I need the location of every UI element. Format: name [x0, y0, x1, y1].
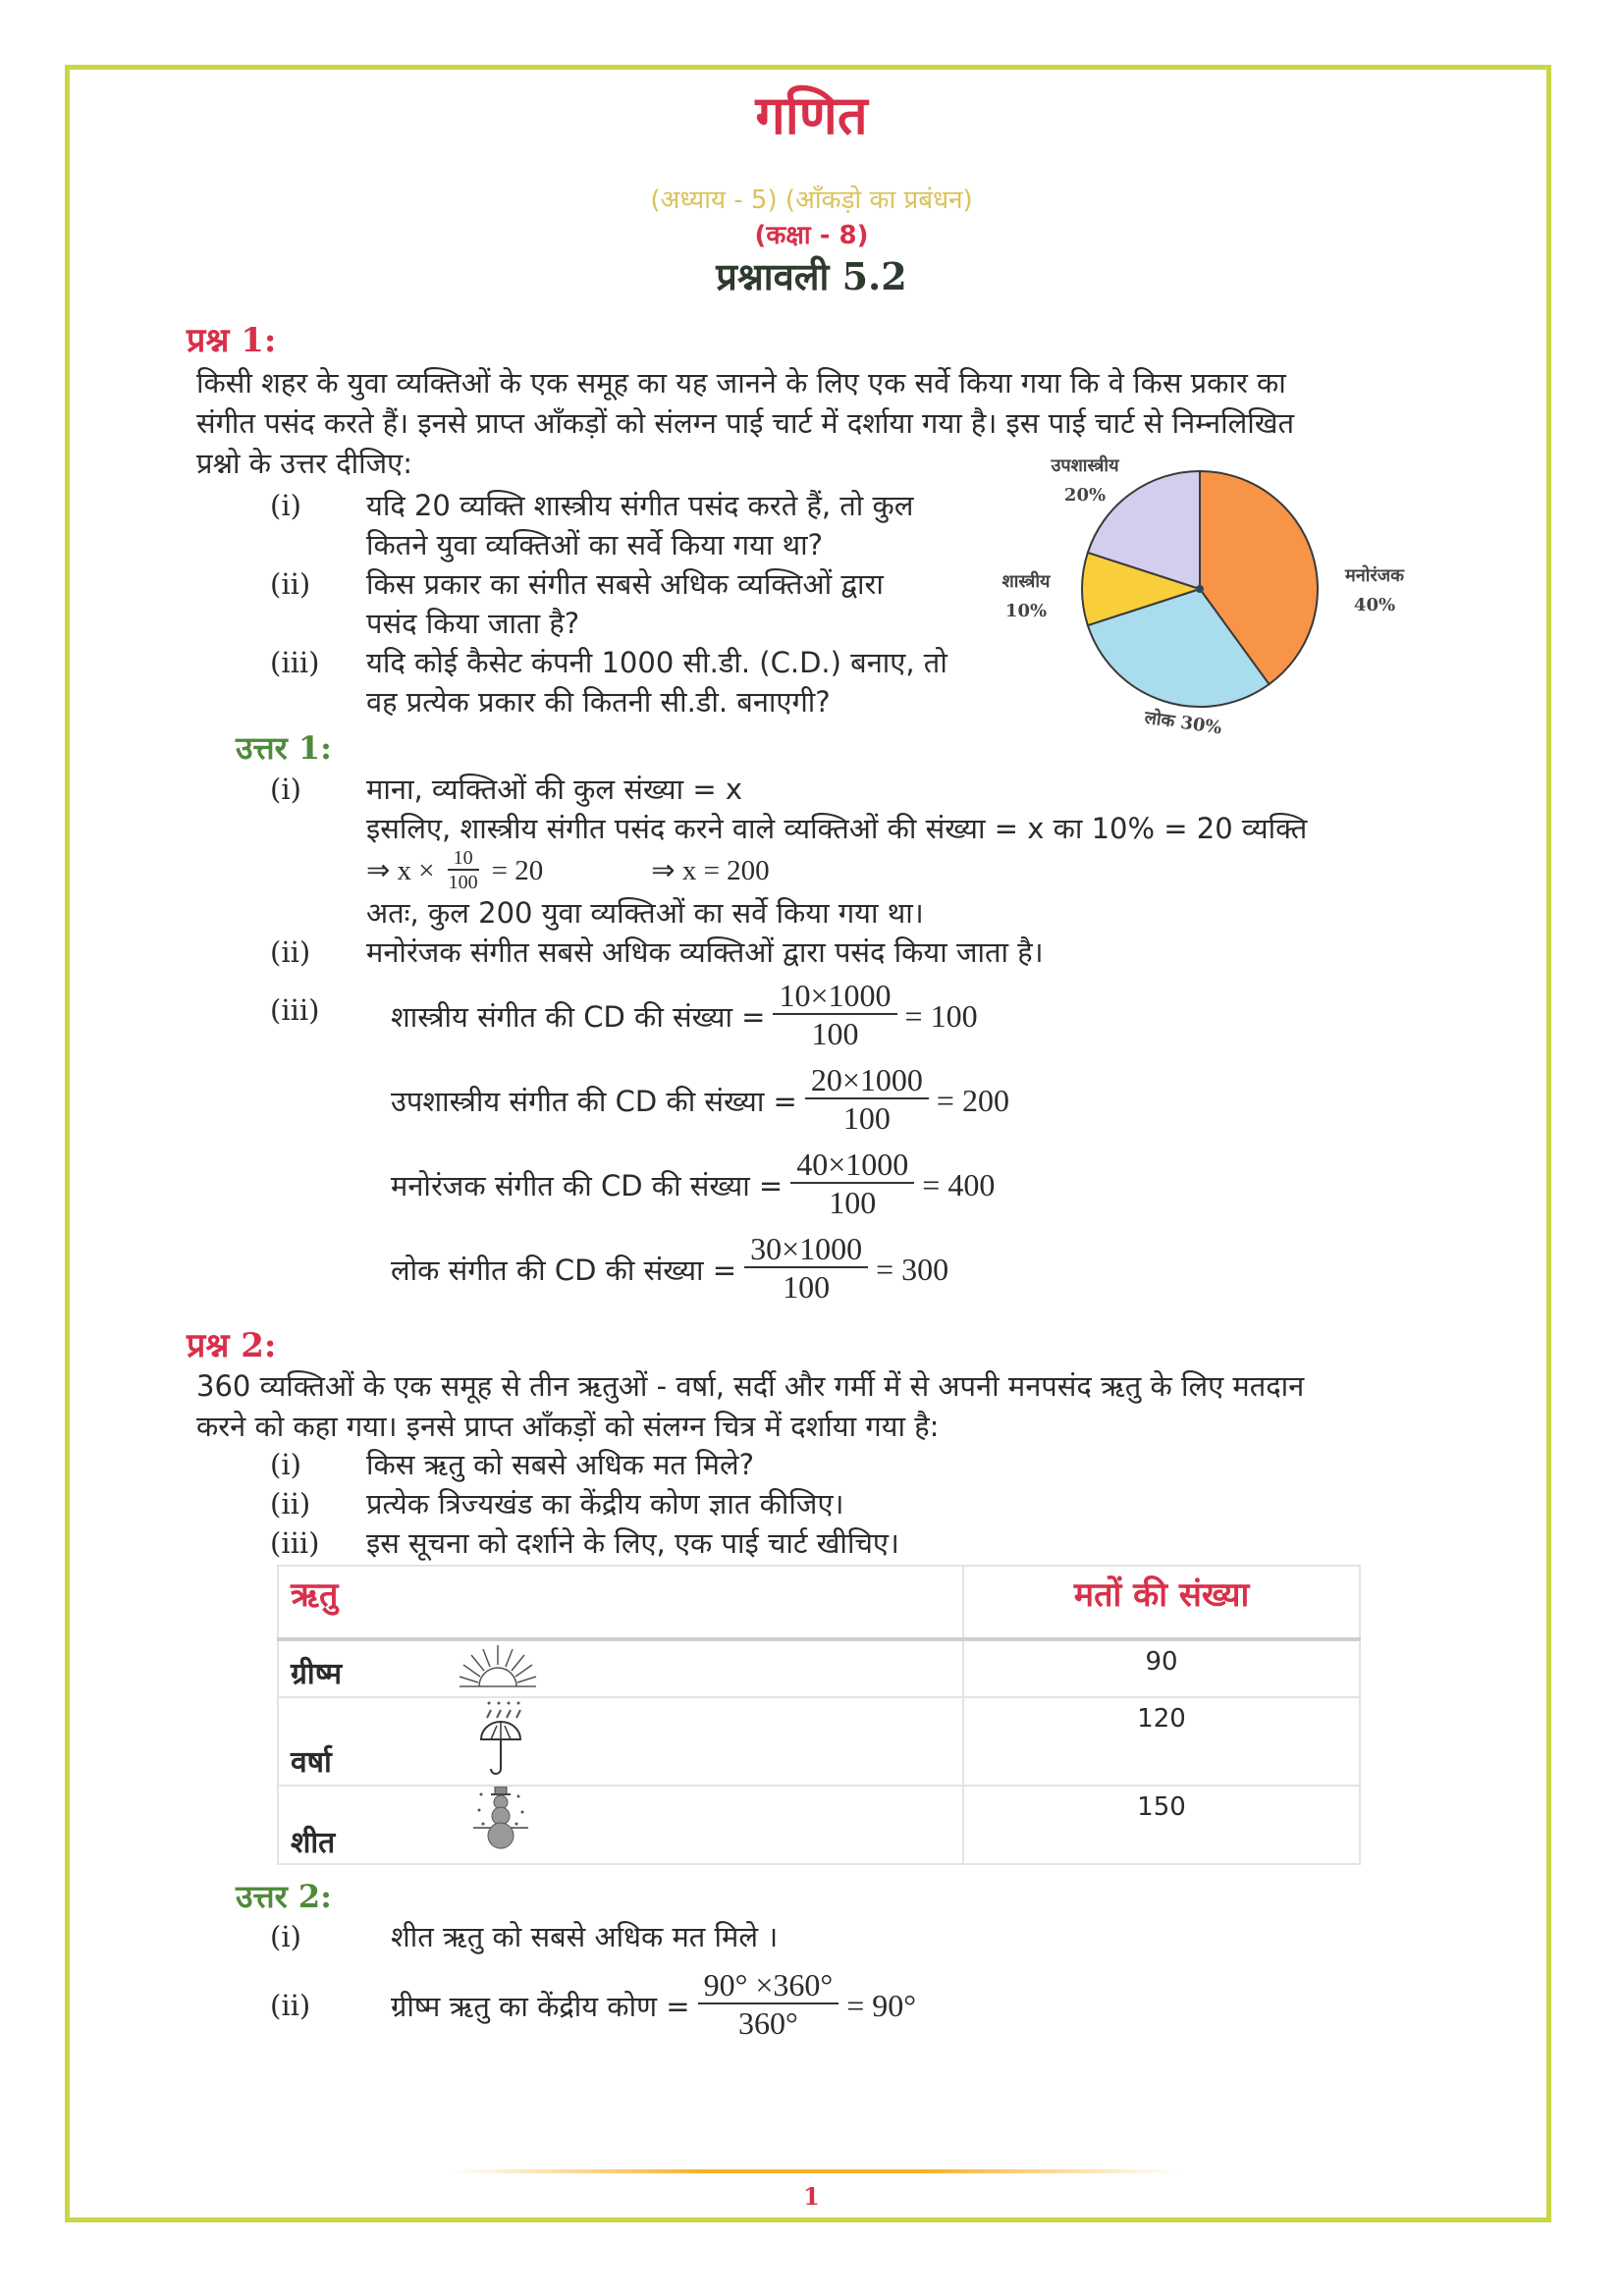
- answer-2-heading: उत्तर 2:: [236, 1878, 332, 1915]
- answer-item: [270, 770, 1448, 933]
- label-value: 30%: [1179, 712, 1223, 739]
- item-number: (i): [270, 489, 301, 522]
- page-title: गणित: [755, 84, 868, 146]
- header-season: ऋतु: [278, 1566, 963, 1639]
- votes-cell: 120: [963, 1697, 1360, 1786]
- item-text: प्रत्येक त्रिज्यखंड का केंद्रीय कोण ज्ञात कीजिए।: [366, 1487, 844, 1521]
- label-name: लोक: [1143, 707, 1176, 732]
- label-name: उपशास्त्रीय: [1051, 455, 1119, 476]
- label-value: 20%: [1063, 485, 1107, 506]
- angle-label: ग्रीष्म ऋतु का केंद्रीय कोण =: [391, 1989, 690, 2023]
- fraction: [790, 1148, 914, 1222]
- label-name: शास्त्रीय: [1001, 571, 1051, 592]
- umbrella-rain-icon: [475, 1700, 524, 1777]
- label-shastriya: [987, 567, 1065, 626]
- exercise-title: प्रश्नावली 5.2: [716, 254, 907, 298]
- fraction: [698, 1968, 839, 2043]
- numerator: 20×1000: [805, 1063, 929, 1099]
- votes-table: [277, 1565, 1361, 1865]
- cd-row: [391, 1143, 1009, 1227]
- answer-line: माना, व्यक्तिओं की कुल संख्या = x: [366, 773, 743, 806]
- season-cell: [278, 1697, 963, 1786]
- item-number: (i): [270, 1448, 301, 1481]
- question-item: [270, 1445, 1350, 1484]
- page-number: 1: [803, 2182, 820, 2211]
- cd-label: लोक संगीत की CD की संख्या =: [391, 1253, 737, 1287]
- cd-result: = 300: [876, 1251, 949, 1287]
- pie-center: [1196, 585, 1204, 593]
- cd-label: उपशास्त्रीय संगीत की CD की संख्या =: [391, 1084, 797, 1118]
- question-2-heading: प्रश्न 2:: [187, 1326, 277, 1365]
- item-number: (ii): [270, 935, 311, 969]
- season-cell: [278, 1639, 963, 1697]
- label-name: मनोरंजक: [1345, 565, 1404, 586]
- question-item: [270, 643, 977, 721]
- table-row: [278, 1639, 1360, 1697]
- label-value: 40%: [1353, 595, 1396, 615]
- intro-line: 360 व्यक्तिओं के एक समूह से तीन ऋतुओं - वर्षा, सर्दी और गर्मी में से अपनी मनपसंद ऋतु के लिए मतदान: [196, 1369, 1305, 1403]
- class-label: (कक्षा - 8): [754, 221, 869, 250]
- answer-line: शीत ऋतु को सबसे अधिक मत मिले ।: [391, 1920, 779, 1953]
- item-text: वह प्रत्येक प्रकार की कितनी सी.डी. बनाएगी?: [366, 685, 831, 719]
- denominator: 100: [448, 872, 478, 893]
- equation-text: ⇒ x ×: [366, 855, 435, 886]
- item-number: (iii): [270, 646, 320, 679]
- cd-row: [391, 1058, 1009, 1143]
- item-text: इस सूचना को दर्शाने के लिए, एक पाई चार्ट खीचिए।: [366, 1526, 899, 1560]
- equation-row: [366, 848, 1448, 893]
- cd-label: शास्त्रीय संगीत की CD की संख्या =: [391, 999, 766, 1034]
- answer-2-part-ii: [270, 1963, 1448, 2048]
- answer-item: [270, 933, 1448, 972]
- header-votes: मतों की संख्या: [963, 1566, 1360, 1639]
- season-name: ग्रीष्म: [291, 1657, 343, 1691]
- cd-row: [391, 1227, 1009, 1311]
- cd-result: = 200: [936, 1082, 1009, 1118]
- question-2-items: [270, 1445, 1350, 1563]
- numerator: 30×1000: [744, 1232, 868, 1268]
- intro-line: करने को कहा गया। इनसे प्राप्त आँकड़ों को संलग्न चित्र में दर्शाया गया है:: [196, 1410, 940, 1443]
- numerator: 10: [448, 847, 479, 871]
- angle-result: = 90°: [846, 1987, 917, 2023]
- denominator: 360°: [738, 2005, 798, 2042]
- item-number: (iii): [270, 1526, 320, 1560]
- answer-1-heading: उत्तर 1:: [236, 729, 332, 767]
- votes-cell: 150: [963, 1786, 1360, 1864]
- label-manoranjak: [1325, 561, 1424, 620]
- item-text: यदि 20 व्यक्ति शास्त्रीय संगीत पसंद करते हैं, तो कुल: [366, 489, 914, 522]
- intro-line: किसी शहर के युवा व्यक्तिओं के एक समूह का यह जानने के लिए एक सर्वे किया गया कि वे किस प्रकार का: [196, 366, 1286, 400]
- answer-1-part-ii: [270, 933, 1448, 972]
- table-row: [278, 1786, 1360, 1864]
- votes-cell: 90: [963, 1639, 1360, 1697]
- label-value: 10%: [1004, 601, 1048, 621]
- fraction: [773, 979, 896, 1053]
- item-number: (i): [270, 773, 301, 806]
- answer-1-part-i: [270, 770, 1448, 933]
- item-number: (iii): [270, 993, 320, 1027]
- intro-line: प्रश्नो के उत्तर दीजिए:: [196, 447, 412, 480]
- item-text: पसंद किया जाता है?: [366, 607, 580, 640]
- equation-text: = 20: [491, 855, 544, 886]
- answer-item: [270, 974, 1448, 1311]
- chapter-subtitle: (अध्याय - 5) (आँकड़ो का प्रबंधन): [650, 186, 973, 215]
- season-name: वर्षा: [291, 1745, 332, 1780]
- answer-item: [270, 1917, 1448, 1956]
- denominator: 100: [829, 1185, 877, 1221]
- music-pie-chart: [992, 452, 1434, 756]
- item-text: किस ऋतु को सबसे अधिक मत मिले?: [366, 1448, 755, 1481]
- question-item: [270, 1484, 1350, 1523]
- item-number: (ii): [270, 1487, 311, 1521]
- item-text: यदि कोई कैसेट कंपनी 1000 सी.डी. (C.D.) बनाए, तो: [366, 646, 947, 679]
- season-name: शीत: [291, 1826, 336, 1860]
- denominator: 100: [842, 1100, 891, 1137]
- table-row: [278, 1697, 1360, 1786]
- question-2-intro: [196, 1366, 1434, 1447]
- fraction: [805, 1063, 929, 1138]
- cd-calculations: [391, 974, 1009, 1311]
- label-upshastriya: [1031, 452, 1139, 510]
- denominator: 100: [811, 1016, 859, 1052]
- answer-item: [270, 1963, 1448, 2048]
- item-number: (ii): [270, 567, 311, 601]
- item-number: (i): [270, 1920, 301, 1953]
- question-item: [270, 486, 977, 564]
- season-votes-table: [277, 1565, 1361, 1865]
- snowman-icon: [471, 1787, 530, 1849]
- fraction: [443, 847, 484, 894]
- answer-line: अतः, कुल 200 युवा व्यक्तिओं का सर्वे किया गया था।: [366, 896, 924, 930]
- intro-line: संगीत पसंद करते हैं। इनसे प्राप्त आँकड़ों को संलग्न पाई चार्ट में दर्शाया गया है। इस पाई चार्ट से निम्नलिखित: [196, 406, 1295, 440]
- cd-result: = 400: [922, 1166, 996, 1202]
- question-1-heading: प्रश्न 1:: [187, 321, 277, 360]
- item-number: (ii): [270, 1989, 311, 2022]
- item-text: किस प्रकार का संगीत सबसे अधिक व्यक्तिओं द्वारा: [366, 567, 884, 601]
- denominator: 100: [783, 1269, 831, 1306]
- numerator: 40×1000: [790, 1148, 914, 1184]
- cd-row: [391, 974, 1009, 1058]
- table-header-row: [278, 1566, 1360, 1639]
- footer-divider: [452, 2169, 1178, 2173]
- answer-2-part-i: [270, 1917, 1448, 1956]
- question-item: [270, 564, 977, 643]
- numerator: 90° ×360°: [698, 1968, 839, 2004]
- question-item: [270, 1523, 1350, 1563]
- answer-1-part-iii: [270, 974, 1448, 1311]
- answer-line: मनोरंजक संगीत सबसे अधिक व्यक्तिओं द्वारा पसंद किया जाता है।: [366, 935, 1044, 969]
- answer-line: इसलिए, शास्त्रीय संगीत पसंद करने वाले व्यक्तिओं की संख्या = x का 10% = 20 व्यक्ति: [366, 812, 1308, 845]
- season-cell: [278, 1786, 963, 1864]
- item-text: कितने युवा व्यक्तिओं का सर्वे किया गया था?: [366, 528, 824, 561]
- fraction: [744, 1232, 868, 1307]
- cd-label: मनोरंजक संगीत की CD की संख्या =: [391, 1168, 784, 1202]
- equation-result: ⇒ x = 200: [651, 855, 770, 886]
- question-1-items: [270, 486, 977, 721]
- sun-icon: [456, 1643, 540, 1690]
- numerator: 10×1000: [773, 979, 896, 1015]
- cd-result: = 100: [904, 997, 978, 1034]
